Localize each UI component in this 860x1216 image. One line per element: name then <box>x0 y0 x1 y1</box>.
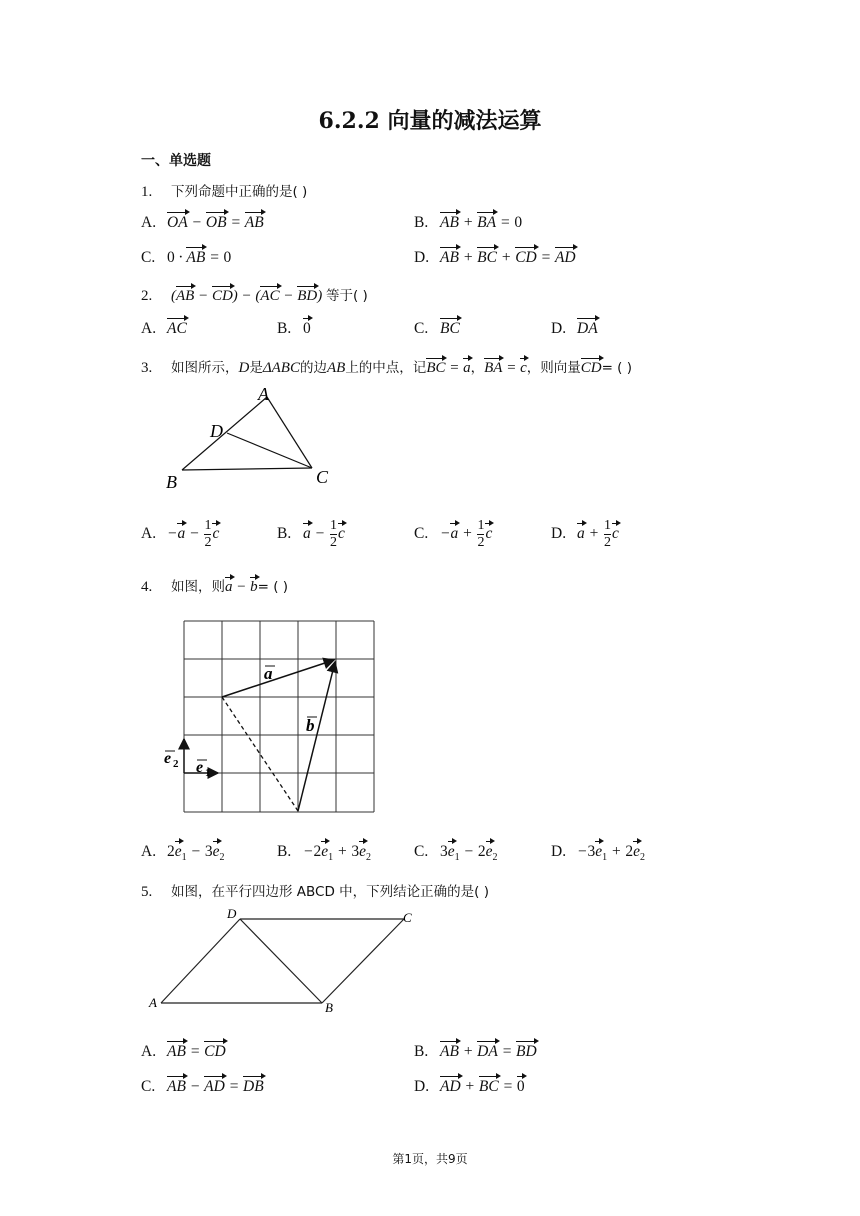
q1-option-b[interactable]: B. AB + BA = 0 <box>414 214 523 231</box>
parallelogram-figure <box>141 902 431 1020</box>
q3-option-b[interactable]: B. a − $\frac{1}{2}$ c <box>277 518 345 550</box>
question-1: 1. 下列命题中正确的是( ) <box>141 184 308 200</box>
q1-option-c[interactable]: C. 0 · AB = 0 <box>141 249 232 266</box>
label-d: D <box>210 421 223 441</box>
triangle-figure <box>160 382 340 494</box>
question-2: 2. (AB − CD) − (AC − BD) 等于( ) <box>141 288 368 304</box>
q5-option-a[interactable]: A. AB = CD <box>141 1043 226 1060</box>
label-a: A <box>149 995 157 1010</box>
q3-option-c[interactable]: C. −a + $\frac{1}{2}$ c <box>414 518 493 550</box>
label-c: C <box>316 467 329 487</box>
svg-text:1: 1 <box>205 767 211 779</box>
label-d: D <box>227 906 237 921</box>
question-3: 3. 如图所示，D是ΔABC的边AB上的中点，记BC = a，BA = c，则向量CD= ( ) <box>141 360 633 376</box>
q2-option-b[interactable]: B. 0 <box>277 320 311 337</box>
q3-option-d[interactable]: D. a + $\frac{1}{2}$ c <box>551 518 619 550</box>
page-title: 6.2.2 向量的减法运算 <box>318 108 542 134</box>
q2-option-c[interactable]: C. BC <box>414 320 460 337</box>
question-5-stem: 如图，在平行四边形 ABCD 中，下列结论正确的是( ) <box>171 884 489 900</box>
q1-option-d[interactable]: D. AB + BC + CD = AD <box>414 249 576 266</box>
vector-e1-label: e <box>196 759 204 776</box>
question-4: 4. 如图，则a − b= ( ) <box>141 579 289 595</box>
q5-option-c[interactable]: C. AB − AD = DB <box>141 1078 264 1095</box>
label-b: B <box>166 472 177 492</box>
q2-option-a[interactable]: A. AC <box>141 320 187 337</box>
q2-option-d[interactable]: D. DA <box>551 320 598 337</box>
vector-e2-label: e <box>164 750 172 767</box>
q1-option-a[interactable]: A. OA − OB = AB <box>141 214 264 231</box>
question-1-stem: 下列命题中正确的是( ) <box>171 184 308 200</box>
vector-b-label: b <box>306 716 315 735</box>
q4-option-d[interactable]: D. $-3e_1 + 2e_2$ <box>551 843 645 864</box>
section-heading: 一、单选题 <box>141 153 211 169</box>
label-c: C <box>403 910 412 925</box>
q4-option-b[interactable]: B. $-2e_1 + 3e_2$ <box>277 843 371 864</box>
grid-figure <box>160 615 380 815</box>
page-footer: 第1页，共9页 <box>392 1152 468 1166</box>
q4-option-c[interactable]: C. $3e_1 - 2e_2$ <box>414 843 498 864</box>
vector-a-label: a <box>264 664 273 683</box>
q5-option-d[interactable]: D. AD + BC = 0 <box>414 1078 525 1095</box>
q5-option-b[interactable]: B. AB + DA = BD <box>414 1043 537 1060</box>
svg-text:2: 2 <box>173 758 179 770</box>
question-5: 5. 如图，在平行四边形 ABCD 中，下列结论正确的是( ) <box>141 884 489 900</box>
q3-option-a[interactable]: A. −a − $\frac{1}{2}$ c <box>141 518 220 550</box>
label-a: A <box>258 384 269 404</box>
label-b: B <box>325 1000 333 1015</box>
q4-option-a[interactable]: A. $2e_1 - 3e_2$ <box>141 843 225 864</box>
